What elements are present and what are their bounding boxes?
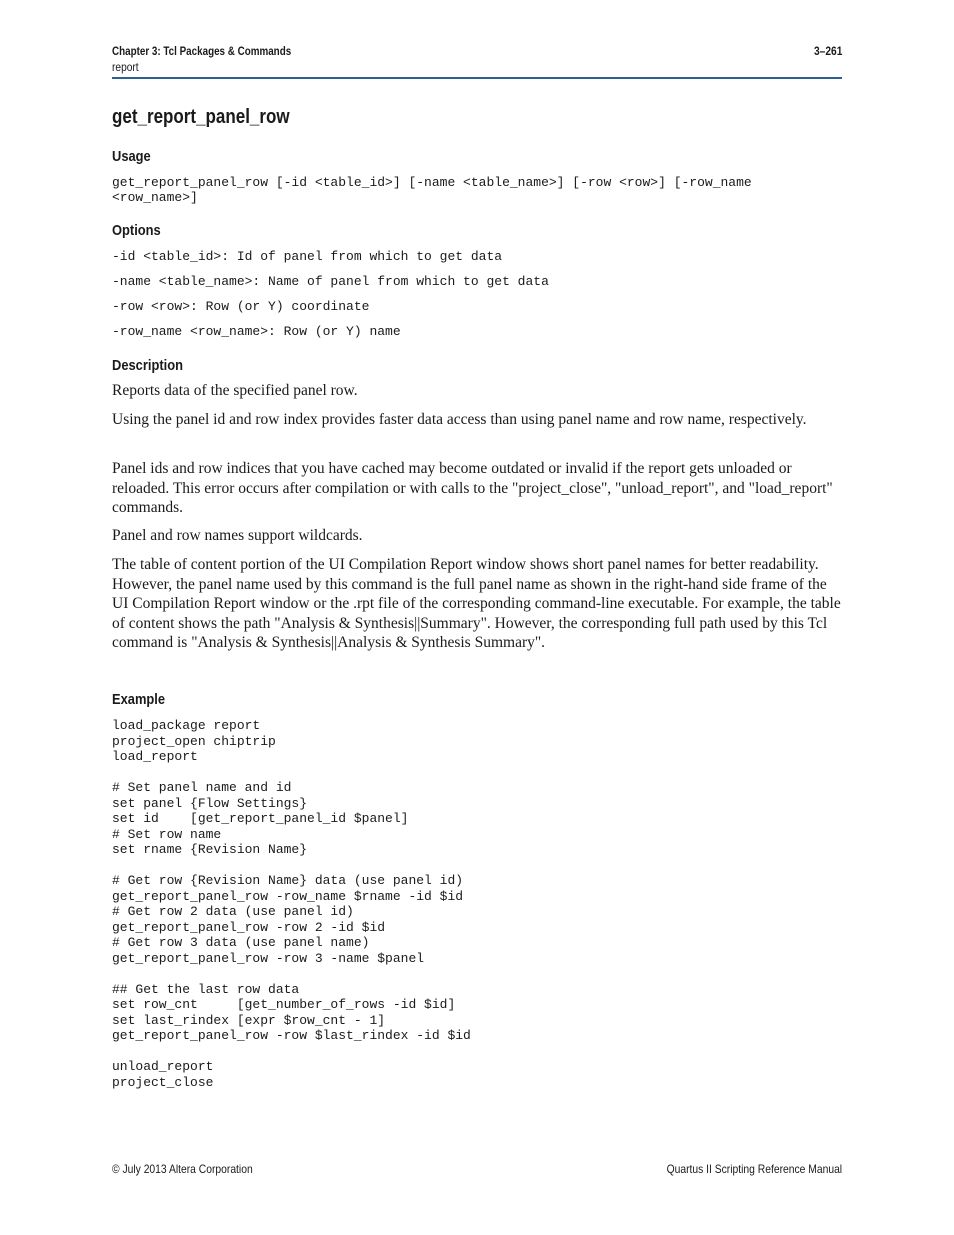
chapter-title: Chapter 3: Tcl Packages & Commands [112,44,292,58]
usage-heading: Usage [112,148,151,165]
option-id: -id <table_id>: Id of panel from which to get data [112,249,503,264]
footer-manual-title: Quartus II Scripting Reference Manual [666,1162,842,1176]
document-page [112,42,842,1090]
description-paragraph-3: Panel ids and row indices that you have cached may become outdated or invalid if the report gets unloaded or reloaded. This error occurs after compilation or with calls to the "project_close", "unload_report", and "load_report" commands. [112,460,833,516]
running-footer [112,1162,842,1178]
option-row: -row <row>: Row (or Y) coordinate [112,299,370,314]
running-header [112,42,842,79]
description-paragraph-2: Using the panel id and row index provides faster data access than using panel name and row name, respectively. [112,411,807,428]
description-heading: Description [112,357,183,374]
footer-copyright: © July 2013 Altera Corporation [112,1162,253,1176]
example-code-block: load_package report project_open chiptrip load_report # Set panel name and id set panel {Flow Settings} set id [get_report_panel_id $panel] # Set row name set rname {Revision Name} # Get row {Revision Name} data (use panel id) get_report_panel_row -row_name $rname -id $id # Get row 2 data (use panel id) get_report_panel_row -row 2 -id $id # Get row 3 data (use panel name) get_report_panel_row -row 3 -name $panel ## Get the last row data set row_cnt [get_number_of_rows -id $id] set last_rindex [expr $row_cnt - 1] get_report_panel_row -row $last_rindex -id $id unload_report project_close [112,718,471,1090]
usage-line-1: get_report_panel_row [-id <table_id>] [-name <table_name>] [-row <row>] [-row_name [112,175,752,190]
description-paragraph-1: Reports data of the specified panel row. [112,382,358,399]
page-title: get_report_panel_row [112,106,290,128]
options-heading: Options [112,222,161,239]
description-paragraph-4: Panel and row names support wildcards. [112,527,363,544]
page-number: 3–261 [813,44,842,58]
option-row-name: -row_name <row_name>: Row (or Y) name [112,324,401,339]
usage-line-2: <row_name>] [112,190,198,205]
description-paragraph-5: The table of content portion of the UI Compilation Report window shows short panel names for better readability. However, the panel name used by this command is the full panel name as shown in the right-hand side frame of the UI Compilation Report window or the .rpt file of the corresponding command-line executable. For example, the table of content shows the path "Analysis & Synthesis||Summary". However, the corresponding full path used by this Tcl command is "Analysis & Synthesis||Analysis & Synthesis Summary". [112,556,841,651]
example-heading: Example [112,691,166,708]
section-name: report [112,60,139,74]
option-name: -name <table_name>: Name of panel from which to get data [112,274,549,289]
